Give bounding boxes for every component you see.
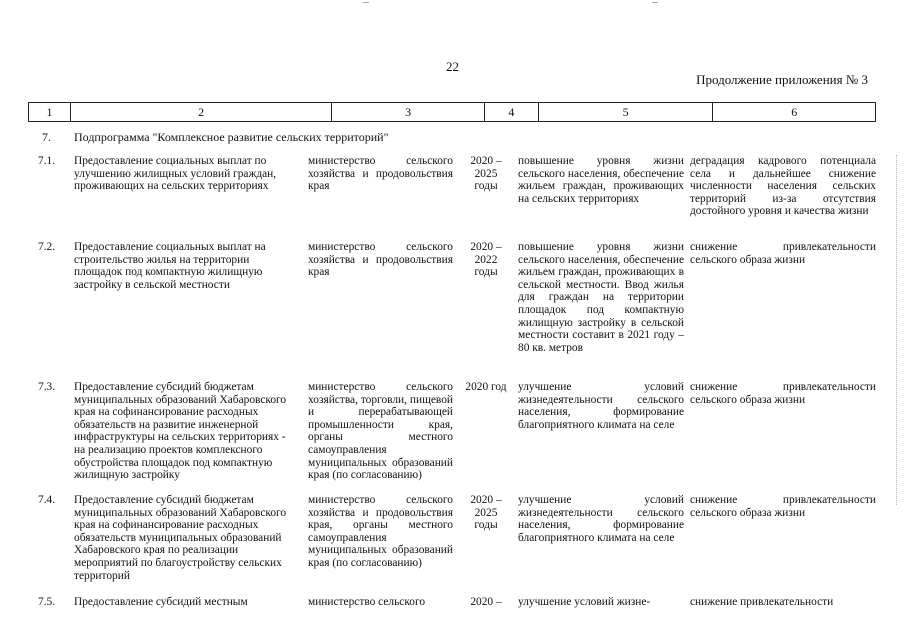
table-header-row	[28, 102, 876, 122]
executor-cell: министерство сельского хозяйства, торговли, пищевой и перерабатывающей промышленности края, органы местного самоуправления муниципальных образований края (по согласованию)	[308, 381, 453, 482]
risk-cell: снижение привлекательности сельского образа жизни	[690, 381, 876, 406]
period-cell: 2020 год	[465, 381, 507, 393]
measure-cell: Предоставление социальных выплат по улучшению жилищных условий граждан, проживающих на сельских территориях	[74, 155, 277, 193]
row-number: 7.5.	[38, 596, 56, 608]
header-col-3: 3	[332, 103, 485, 121]
executor-cell: министерство сельского хозяйства и продовольствия края	[308, 155, 453, 193]
header-col-2: 2	[71, 103, 332, 121]
executor-cell: министерство сельского	[308, 596, 426, 608]
continuation-label: Продолжение приложения № 3	[696, 72, 868, 87]
period-cell: 2020 – 2025 годы	[470, 494, 502, 532]
result-cell: улучшение условий жизне-	[518, 596, 651, 608]
risk-cell: деградация кадрового потенциала села и дальнейшее снижение численности населения сельских территорий из-за отсутствия достойного уровня и качества жизни	[690, 155, 876, 218]
row-number: 7.2.	[38, 241, 56, 253]
risk-cell: снижение привлекательности	[690, 596, 834, 608]
executor-cell: министерство сельского хозяйства и продовольствия края	[308, 241, 453, 279]
top-mark-left	[363, 2, 369, 3]
measure-cell: Предоставление субсидий бюджетам муниципальных образований Хабаровского края на софинансирование расходных обязательств муниципальных образований Хабаровского края по реализации мероприятий по благоустройству сельских территорий	[74, 494, 287, 582]
risk-cell: снижение привлекательности сельского образа жизни	[690, 494, 876, 519]
risk-cell: снижение привлекательности сельского образа жизни	[690, 241, 876, 266]
row-number: 7.4.	[38, 494, 56, 506]
page-number: 22	[446, 59, 459, 74]
subprogram-title: Подпрограмма "Комплексное развитие сельских территорий"	[74, 130, 389, 144]
period-cell: 2020 – 2022 годы	[470, 241, 502, 279]
measure-cell: Предоставление субсидий бюджетам муниципальных образований Хабаровского края на софинансирование расходных обязательств на развитие инженерной инфраструктуры на сельских территориях - на реализацию проектов комплексного обустройства площадок под компактную жилищную застройку	[74, 381, 287, 482]
row-number: 7.1.	[38, 155, 56, 167]
result-cell: повышение уровня жизни сельского населения, обеспечение жильем граждан, проживающих в сельской местности. Ввод жилья для граждан на территории площадок под компактную жилищную застройку в сельской местности составит в 2021 году – 80 кв. метров	[518, 241, 684, 354]
result-cell: улучшение условий жизнедеятельности сельского населения, формирование благоприятного климата на селе	[518, 494, 684, 544]
result-cell: повышение уровня жизни сельского населения, обеспечение жильем граждан, проживающих на сельских территориях	[518, 155, 684, 205]
measure-cell: Предоставление субсидий местным	[74, 596, 248, 608]
header-col-6: 6	[791, 105, 798, 119]
measure-cell: Предоставление социальных выплат на строительство жилья на территории площадок под компактную жилищную застройку в сельской местности	[74, 241, 266, 291]
period-cell: 2020 – 2025 годы	[470, 155, 502, 193]
margin-marks	[895, 155, 897, 505]
header-col-5: 5	[539, 103, 714, 121]
period-cell: 2020 –	[470, 596, 502, 608]
header-col-4: 4	[485, 103, 539, 121]
result-cell: улучшение условий жизнедеятельности сельского населения, формирование благоприятного климата на селе	[518, 381, 684, 431]
header-col-1: 1	[29, 103, 71, 121]
row-number: 7.3.	[38, 381, 56, 393]
top-mark-right	[652, 2, 658, 3]
subprogram-number: 7.	[42, 130, 51, 144]
executor-cell: министерство сельского хозяйства и продовольствия края, органы местного самоуправления муниципальных образований края (по согласованию)	[308, 494, 453, 569]
